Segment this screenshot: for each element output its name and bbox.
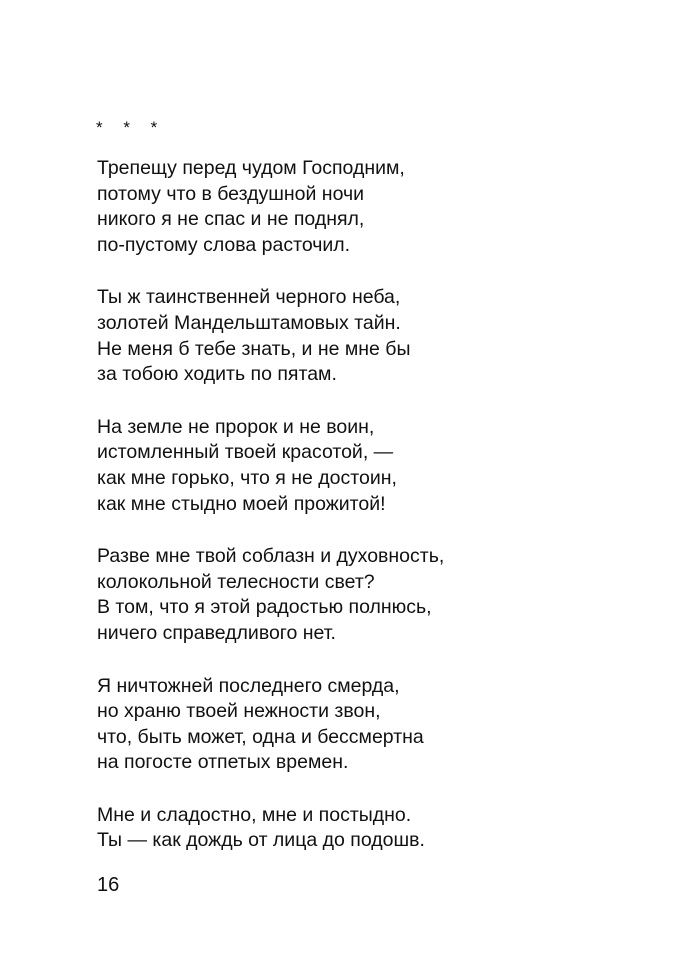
poem-line: колокольной телесности свет? <box>97 570 375 593</box>
stanza <box>97 285 657 387</box>
poem-line: ничего справедливого нет. <box>97 621 336 644</box>
poem-line: как мне стыдно моей прожитой! <box>97 492 386 515</box>
poem-line: Не меня б тебе знать, и не мне бы <box>97 337 411 360</box>
stanza <box>97 156 657 258</box>
page-number: 16 <box>97 874 120 896</box>
poem-line: Ты ж таинственней черного неба, <box>97 286 401 309</box>
poem-line: что, быть может, одна и бессмертна <box>97 725 424 748</box>
poem-line: Разве мне твой соблазн и духовность, <box>97 545 445 568</box>
poem-line: истомленный твоей красотой, — <box>97 441 394 464</box>
stanza <box>97 803 657 854</box>
poem-line: Я ничтожней последнего смерда, <box>97 674 400 697</box>
poem-line: Мне и сладостно, мне и постыдно. <box>97 803 412 826</box>
poem-line: На земле не пророк и не воин, <box>97 415 375 438</box>
poem-line: по-пустому слова расточил. <box>97 233 351 256</box>
poem <box>97 156 657 881</box>
stanza <box>97 415 657 517</box>
poem-line: но храню твоей нежности звон, <box>97 700 381 723</box>
poem-line: на погосте отпетых времен. <box>97 751 349 774</box>
poem-line: золотей Мандельштамовых тайн. <box>97 311 401 334</box>
stanza <box>97 544 657 646</box>
poem-line: потому что в бездушной ночи <box>97 182 365 205</box>
poem-line: Трепещу перед чудом Господним, <box>97 157 405 179</box>
poem-line: никого я не спас и не поднял, <box>97 208 365 231</box>
poem-line: за тобою ходить по пятам. <box>97 363 337 386</box>
poem-line: В том, что я этой радостью полнюсь, <box>97 596 432 619</box>
section-separator: * * * <box>96 118 166 137</box>
stanza <box>97 674 657 776</box>
poem-line: как мне горько, что я не достоин, <box>97 466 397 489</box>
poem-line: Ты — как дождь от лица до подошв. <box>97 829 425 852</box>
